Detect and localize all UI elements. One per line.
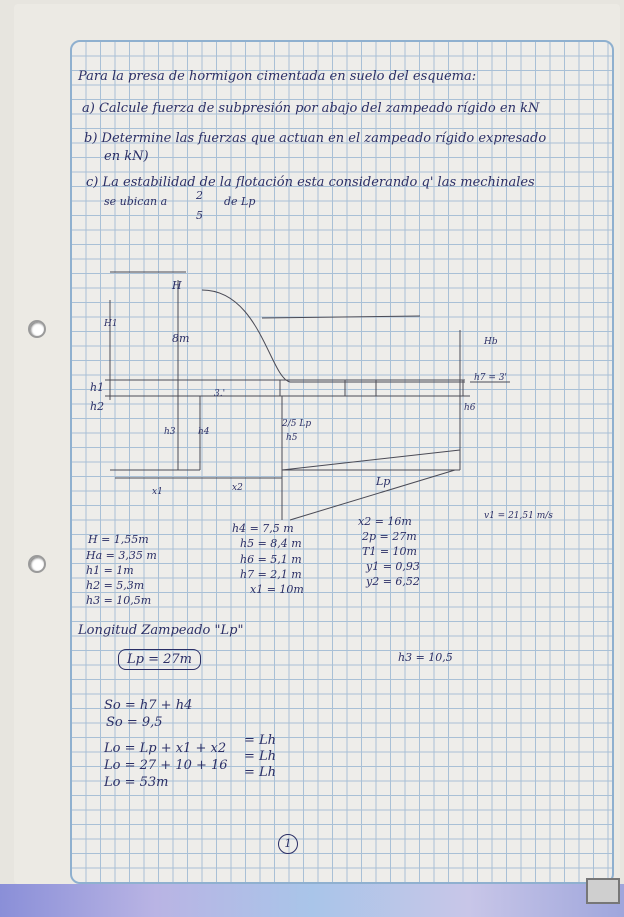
label-three: 3.' [214,389,226,399]
problem-item-c-tail: de Lp [224,195,256,208]
value-left-1: Ha = 3,35 m [86,549,157,562]
problem-item-c: c) La estabilidad de la flotación esta considerando q' las mechinales [86,175,535,190]
lh-line-1: = Lh [244,749,277,764]
label-x1: x1 [152,487,163,497]
binder-clip-icon [586,878,620,904]
label-h3: h3 [164,427,176,437]
fraction-numerator: 2 [196,189,203,202]
page-number: 1 [278,834,298,854]
longitud-heading: Longitud Zampeado "Lp" [78,623,244,638]
value-right-1: 2p = 27m [362,530,417,543]
h3-note: h3 = 10,5 [398,651,453,664]
background-strip [0,884,624,917]
label-h5: h5 [286,433,298,443]
value-mid-4: x1 = 10m [250,583,304,596]
value-right-3: y1 = 0,93 [366,560,420,573]
value-mid-3: h7 = 2,1 m [240,568,302,581]
problem-item-b-cont: en kN) [104,149,149,164]
problem-item-b: b) Determine las fuerzas que actuan en el zampeado rígido expresado [84,131,547,146]
lo-line-0: Lo = Lp + x1 + x2 [104,741,227,756]
problem-item-c-cont: se ubican a [104,195,168,208]
lp-boxed-result: Lp = 27m [118,649,201,670]
value-mid-0: h4 = 7,5 m [232,522,294,535]
label-x2: x2 [232,483,243,493]
problem-item-a: a) Calcule fuerza de subpresión por abajo del zampeado rígido en kN [82,101,540,116]
label-Lp: Lp [376,475,391,488]
label-h2: h2 [90,400,105,413]
value-right-0: x2 = 16m [358,515,412,528]
so-line-0: So = h7 + h4 [104,698,193,713]
label-h7: h7 = 3' [474,373,507,383]
value-left-0: H = 1,55m [88,533,149,546]
value-left-2: h1 = 1m [86,564,134,577]
fraction-denominator: 5 [196,209,203,222]
value-right-4: y2 = 6,52 [366,575,420,588]
value-mid-1: h5 = 8,4 m [240,537,302,550]
lh-line-2: = Lh [244,765,277,780]
lo-line-1: Lo = 27 + 10 + 16 [104,758,228,773]
label-Hb: Hb [484,337,498,347]
label-h4: h4 [198,427,210,437]
lo-line-2: Lo = 53m [104,775,169,790]
value-left-4: h3 = 10,5m [86,594,152,607]
so-line-1: So = 9,5 [106,715,163,730]
label-H: H [172,279,182,292]
label-H1: H1 [104,319,118,329]
lh-line-0: = Lh [244,733,277,748]
value-left-3: h2 = 5,3m [86,579,145,592]
label-ratio: 2/5 Lp [282,419,312,429]
problem-intro: Para la presa de hormigon cimentada en suelo del esquema: [78,69,477,84]
value-v1: v1 = 21,51 m/s [484,511,553,521]
label-h1: h1 [90,381,105,394]
value-right-2: T1 = 10m [362,545,417,558]
label-h6: h6 [464,403,476,413]
value-mid-2: h6 = 5,1 m [240,553,302,566]
label-8m: 8m [172,332,190,345]
